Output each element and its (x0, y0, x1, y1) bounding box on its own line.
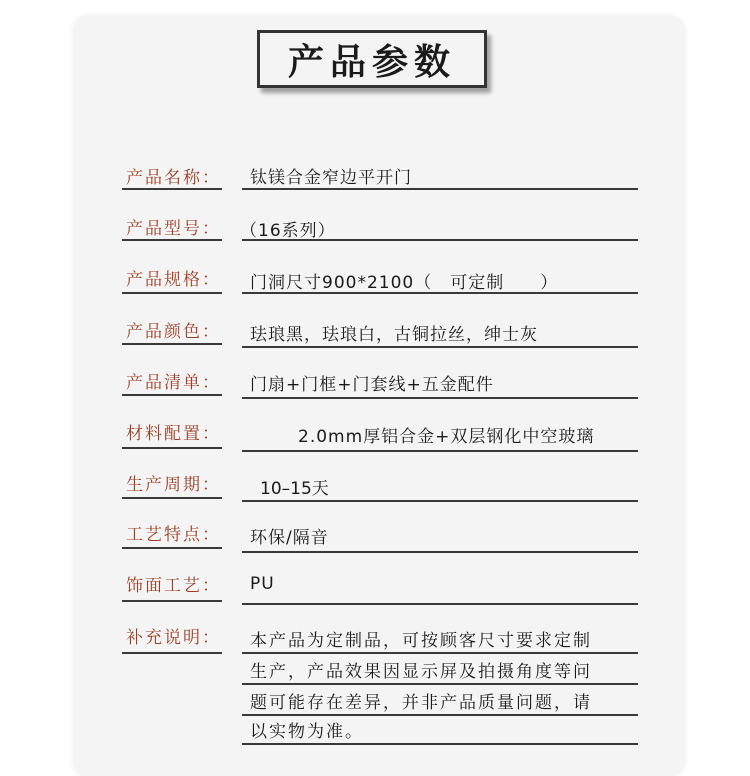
row-label-finish: 饰面工艺： (126, 576, 221, 596)
note-line: 生产，产品效果因显示屏及拍摄角度等问 (250, 662, 592, 682)
row-value-list: 门扇+门框+门套线+五金配件 (250, 375, 494, 395)
label-underline (122, 447, 222, 449)
row-label-material: 材料配置： (126, 424, 221, 444)
label-underline (122, 343, 222, 345)
value-underline (242, 239, 638, 241)
value-underline (242, 397, 638, 399)
note-label: 补充说明： (126, 628, 221, 648)
value-underline (242, 551, 638, 553)
value-underline (242, 603, 638, 605)
value-underline (242, 346, 638, 348)
row-value-model: （16系列） (240, 221, 336, 241)
row-label-list: 产品清单： (126, 373, 221, 393)
note-line: 题可能存在差异，并非产品质量问题，请 (250, 693, 592, 713)
label-underline (122, 652, 222, 654)
row-value-color: 珐琅黑，珐琅白，古铜拉丝，绅士灰 (250, 325, 538, 345)
row-value-name: 钛镁合金窄边平开门 (250, 168, 412, 188)
value-underline (242, 450, 638, 452)
row-label-color: 产品颜色： (126, 322, 221, 342)
page-title: 产品参数 (287, 41, 456, 83)
row-value-finish: PU (250, 574, 275, 594)
label-underline (122, 188, 222, 190)
row-label-feature: 工艺特点： (126, 525, 221, 545)
row-label-model: 产品型号： (126, 219, 221, 239)
row-value-feature: 环保/隔音 (250, 528, 329, 548)
value-underline (242, 743, 638, 745)
value-underline (242, 714, 638, 716)
row-value-spec: 门洞尺寸900*2100（ 可定制 ） (250, 273, 559, 293)
label-underline (122, 600, 222, 602)
label-underline (122, 292, 222, 294)
value-underline (242, 652, 638, 654)
label-underline (122, 497, 222, 499)
label-underline (122, 239, 222, 241)
row-value-period: 10–15天 (260, 479, 329, 499)
note-line: 以实物为准。 (250, 722, 364, 742)
row-label-period: 生产周期： (126, 475, 221, 495)
label-underline (122, 547, 222, 549)
value-underline (242, 500, 638, 502)
row-value-material: 2.0mm厚铝合金+双层钢化中空玻璃 (298, 427, 595, 447)
label-underline (122, 394, 222, 396)
value-underline (242, 188, 638, 190)
value-underline (242, 683, 638, 685)
title-box (257, 30, 487, 88)
row-label-name: 产品名称： (126, 168, 221, 188)
value-underline (242, 292, 638, 294)
row-label-spec: 产品规格： (126, 270, 221, 290)
note-line: 本产品为定制品，可按顾客尺寸要求定制 (250, 631, 592, 651)
